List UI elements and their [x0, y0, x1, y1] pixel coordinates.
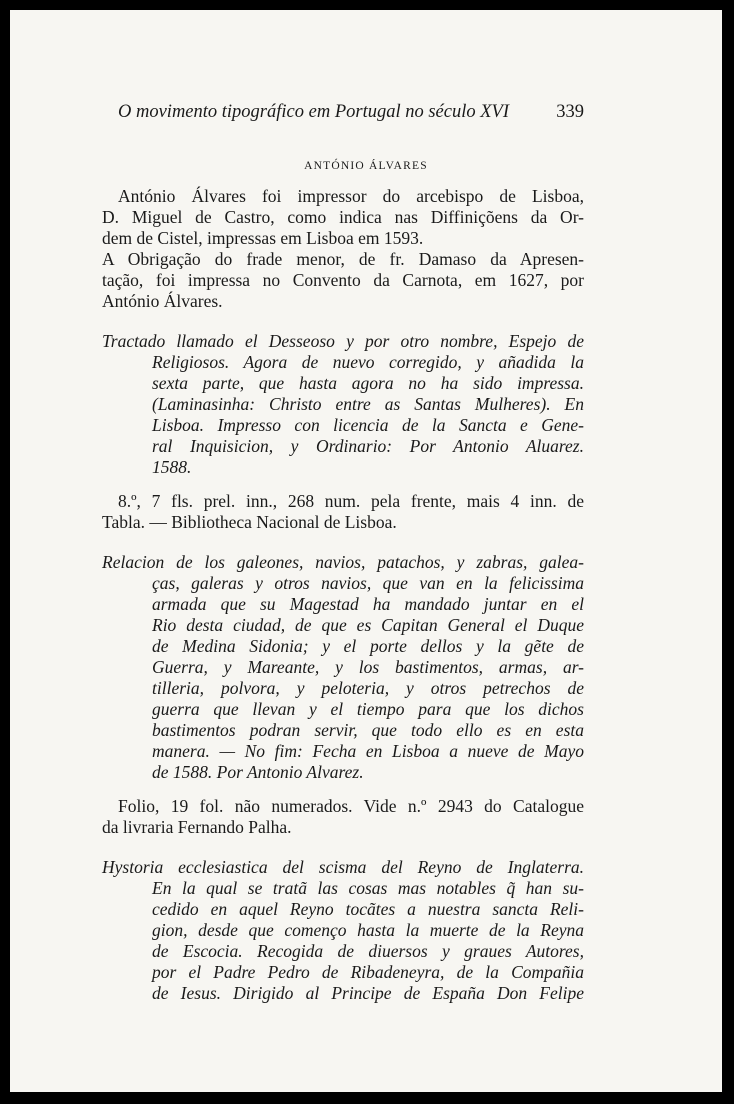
- entry-line: En la qual se tratã las cosas mas notables q̃ han su-: [152, 878, 584, 898]
- entry-line: gion, desde que començo hasta la muerte de la Reyna: [152, 920, 584, 940]
- entry-line: Guerra, y Mareante, y los bastimentos, armas, ar-: [152, 657, 584, 677]
- text-line: dem de Cistel, impressas em Lisboa em 1593.: [102, 228, 424, 248]
- text-line: António Álvares.: [102, 291, 223, 311]
- entry-line: Rio desta ciudad, de que es Capitan General el Duque: [152, 615, 584, 635]
- entry-line: cedido en aquel Reyno tocãtes a nuestra sancta Reli-: [152, 899, 584, 919]
- entry-line: ral Inquisicion, y Ordinario: Por Antonio Aluarez.: [152, 436, 584, 456]
- section-heading: ANTÓNIO ÁLVARES: [304, 160, 428, 172]
- entry-line: tilleria, polvora, y peloteria, y otros petrechos de: [152, 678, 584, 698]
- entry-line: guerra que llevan y el tiempo para que los dichos: [152, 699, 584, 719]
- text-line: D. Miguel de Castro, como indica nas Diffiniçõens da Or-: [102, 207, 584, 227]
- entry-line: Lisboa. Impresso con licencia de la Sancta e Gene-: [152, 415, 584, 435]
- entry-line: Tractado llamado el Desseoso y por otro nombre, Espejo de: [102, 331, 584, 351]
- text-line: António Álvares foi impressor do arcebispo de Lisboa,: [118, 186, 584, 206]
- text-line: A Obrigação do frade menor, de fr. Damaso da Apresen-: [102, 249, 584, 269]
- note-line: Tabla. — Bibliotheca Nacional de Lisboa.: [102, 512, 397, 532]
- entry-line: 1588.: [152, 457, 192, 477]
- entry-line: Hystoria ecclesiastica del scisma del Reyno de Inglaterra.: [102, 857, 584, 877]
- page-number: 339: [556, 102, 584, 122]
- entry-line: bastimentos podran servir, que todo ello es en esta: [152, 720, 584, 740]
- entry-line: Religiosos. Agora de nuevo corregido, y añadida la: [152, 352, 584, 372]
- entry-line: de 1588. Por Antonio Alvarez.: [152, 762, 364, 782]
- entry-line: de Iesus. Dirigido al Principe de España Don Felipe: [152, 983, 584, 1003]
- entry-line: de Medina Sidonia; y el porte dellos y la gẽte de: [152, 636, 584, 656]
- entry-line: manera. — No fim: Fecha en Lisboa a nueve de Mayo: [152, 741, 584, 761]
- entry-line: sexta parte, que hasta agora no ha sido impressa.: [152, 373, 584, 393]
- entry-line: por el Padre Pedro de Ribadeneyra, de la Compañia: [152, 962, 584, 982]
- note-line: da livraria Fernando Palha.: [102, 817, 292, 837]
- note-line: Folio, 19 fol. não numerados. Vide n.º 2943 do Catalogue: [118, 796, 584, 816]
- entry-line: Relacion de los galeones, navios, patachos, y zabras, galea-: [102, 552, 584, 572]
- book-page: [10, 10, 722, 1092]
- note-line: 8.º, 7 fls. prel. inn., 268 num. pela frente, mais 4 inn. de: [118, 491, 584, 511]
- entry-line: armada que su Magestad ha mandado juntar en el: [152, 594, 584, 614]
- entry-line: de Escocia. Recogida de diuersos y graues Autores,: [152, 941, 584, 961]
- entry-line: (Laminasinha: Christo entre as Santas Mulheres). En: [152, 394, 584, 414]
- running-head: [118, 102, 584, 123]
- running-head-title: O movimento tipográfico em Portugal no século XVI: [118, 102, 510, 122]
- entry-line: ças, galeras y otros navios, que van en la felicissima: [152, 573, 584, 593]
- text-line: tação, foi impressa no Convento da Carnota, em 1627, por: [102, 270, 584, 290]
